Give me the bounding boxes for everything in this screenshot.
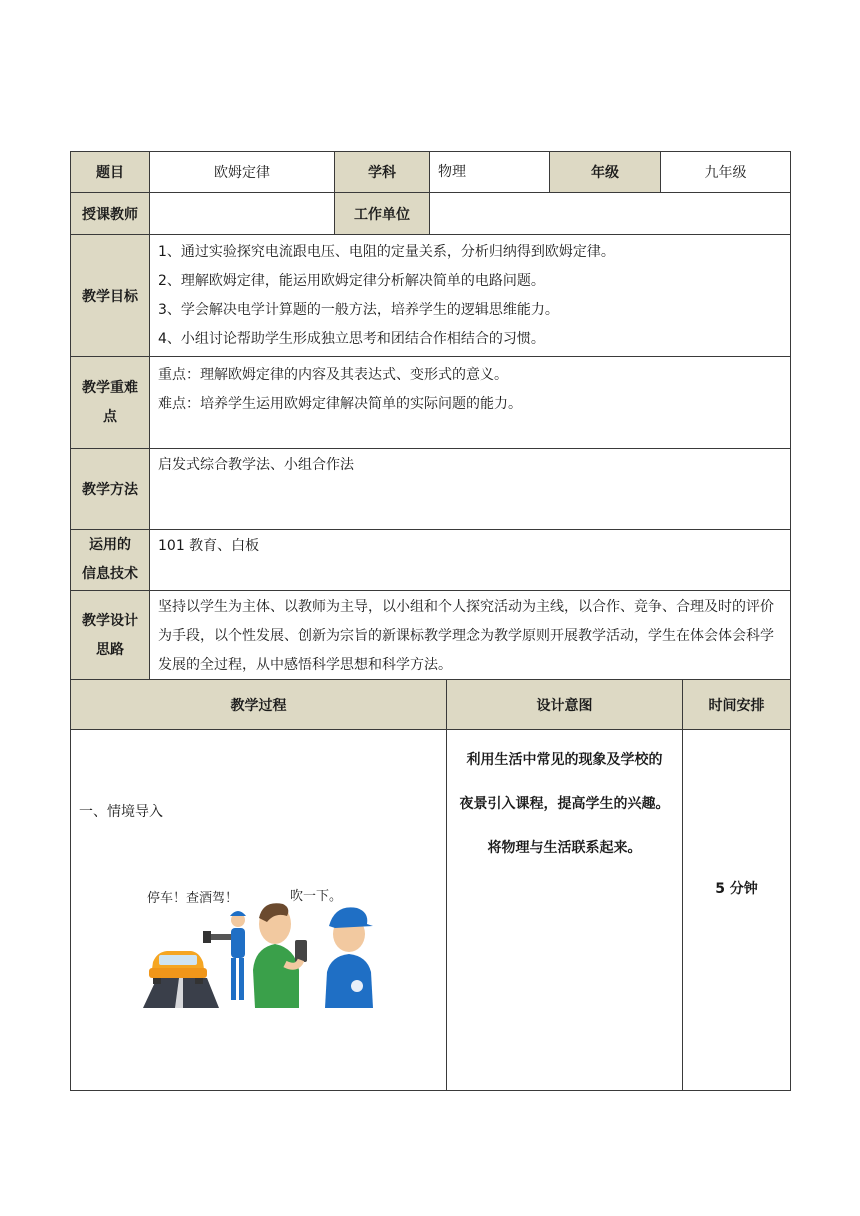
goal-item: 1、通过实验探究电流跟电压、电阻的定量关系，分析归纳得到欧姆定律。 (158, 243, 615, 260)
design-label-line2: 思路 (96, 641, 124, 658)
topic-label: 题目 (71, 152, 150, 193)
design-label (71, 591, 150, 681)
time-header: 时间安排 (683, 680, 791, 730)
driver-icon (253, 903, 307, 1008)
goal-item: 3、学会解决电学计算题的一般方法，培养学生的逻辑思维能力。 (158, 301, 559, 318)
tech-value: 101 教育、白板 (150, 530, 791, 591)
unit-value (430, 193, 791, 235)
tech-label-line1: 运用的 (89, 537, 131, 553)
design-label-line1: 教学设计 (82, 612, 138, 629)
intent-line: 利用生活中常见的现象及学校的 (466, 752, 663, 768)
time-value: 5 分钟 (715, 881, 758, 897)
tech-label-line2: 信息技术 (82, 566, 138, 582)
keypoints-label (71, 357, 150, 449)
time-cell (683, 730, 791, 1091)
process-step-title: 一、情境导入 (79, 804, 163, 820)
goal-item: 4、小组讨论帮助学生形成独立思考和团结合作相结合的习惯。 (158, 330, 545, 347)
illustration-caption-left: 停车！查酒驾！ (147, 891, 239, 906)
grade-label: 年级 (550, 152, 661, 193)
intent-text (447, 730, 682, 870)
keypoints-cell (150, 357, 791, 449)
key-point: 重点：理解欧姆定律的内容及其表达式、变形式的意义。 (158, 367, 508, 383)
keypoints-label-line1: 教学重难 (82, 379, 138, 396)
difficult-point: 难点：培养学生运用欧姆定律解决简单的实际问题的能力。 (158, 396, 522, 412)
design-value: 坚持以学生为主体、以教师为主导，以小组和个人探究活动为主线，以合作、竞争、合理及时的评价为手段，以个性发展、创新为宗旨的新课标教学理念为教学原则开展教学活动，学生在体会体会科学发展的全过程，从中感悟科学思想和科学方法。 (150, 591, 791, 681)
process-header: 教学过程 (71, 680, 447, 730)
goals-label: 教学目标 (71, 235, 150, 357)
lesson-info-table (70, 151, 791, 681)
intent-cell (447, 730, 683, 1091)
intent-header: 设计意图 (447, 680, 683, 730)
illustration-caption-right: 吹一下。 (290, 889, 343, 904)
method-label: 教学方法 (71, 449, 150, 530)
teacher-label: 授课教师 (71, 193, 150, 235)
subject-label: 学科 (335, 152, 430, 193)
goals-cell (150, 235, 791, 357)
grade-value: 九年级 (661, 152, 791, 193)
breathalyzer-illustration (135, 882, 395, 1012)
teaching-process-table (70, 679, 791, 1091)
process-cell (71, 730, 447, 1091)
unit-label: 工作单位 (335, 193, 430, 235)
intent-line: 将物理与生活联系起来。 (487, 840, 642, 856)
intent-line: 夜景引入课程，提高学生的兴趣。 (459, 796, 670, 812)
keypoints-label-line2: 点 (103, 408, 117, 425)
teacher-value (150, 193, 335, 235)
topic-value: 欧姆定律 (150, 152, 335, 193)
subject-value: 物理 (430, 152, 550, 193)
tech-label (71, 530, 150, 591)
officer-icon (325, 907, 373, 1008)
goal-item: 2、理解欧姆定律，能运用欧姆定律分析解决简单的电路问题。 (158, 272, 545, 289)
method-value: 启发式综合教学法、小组合作法 (150, 449, 791, 530)
